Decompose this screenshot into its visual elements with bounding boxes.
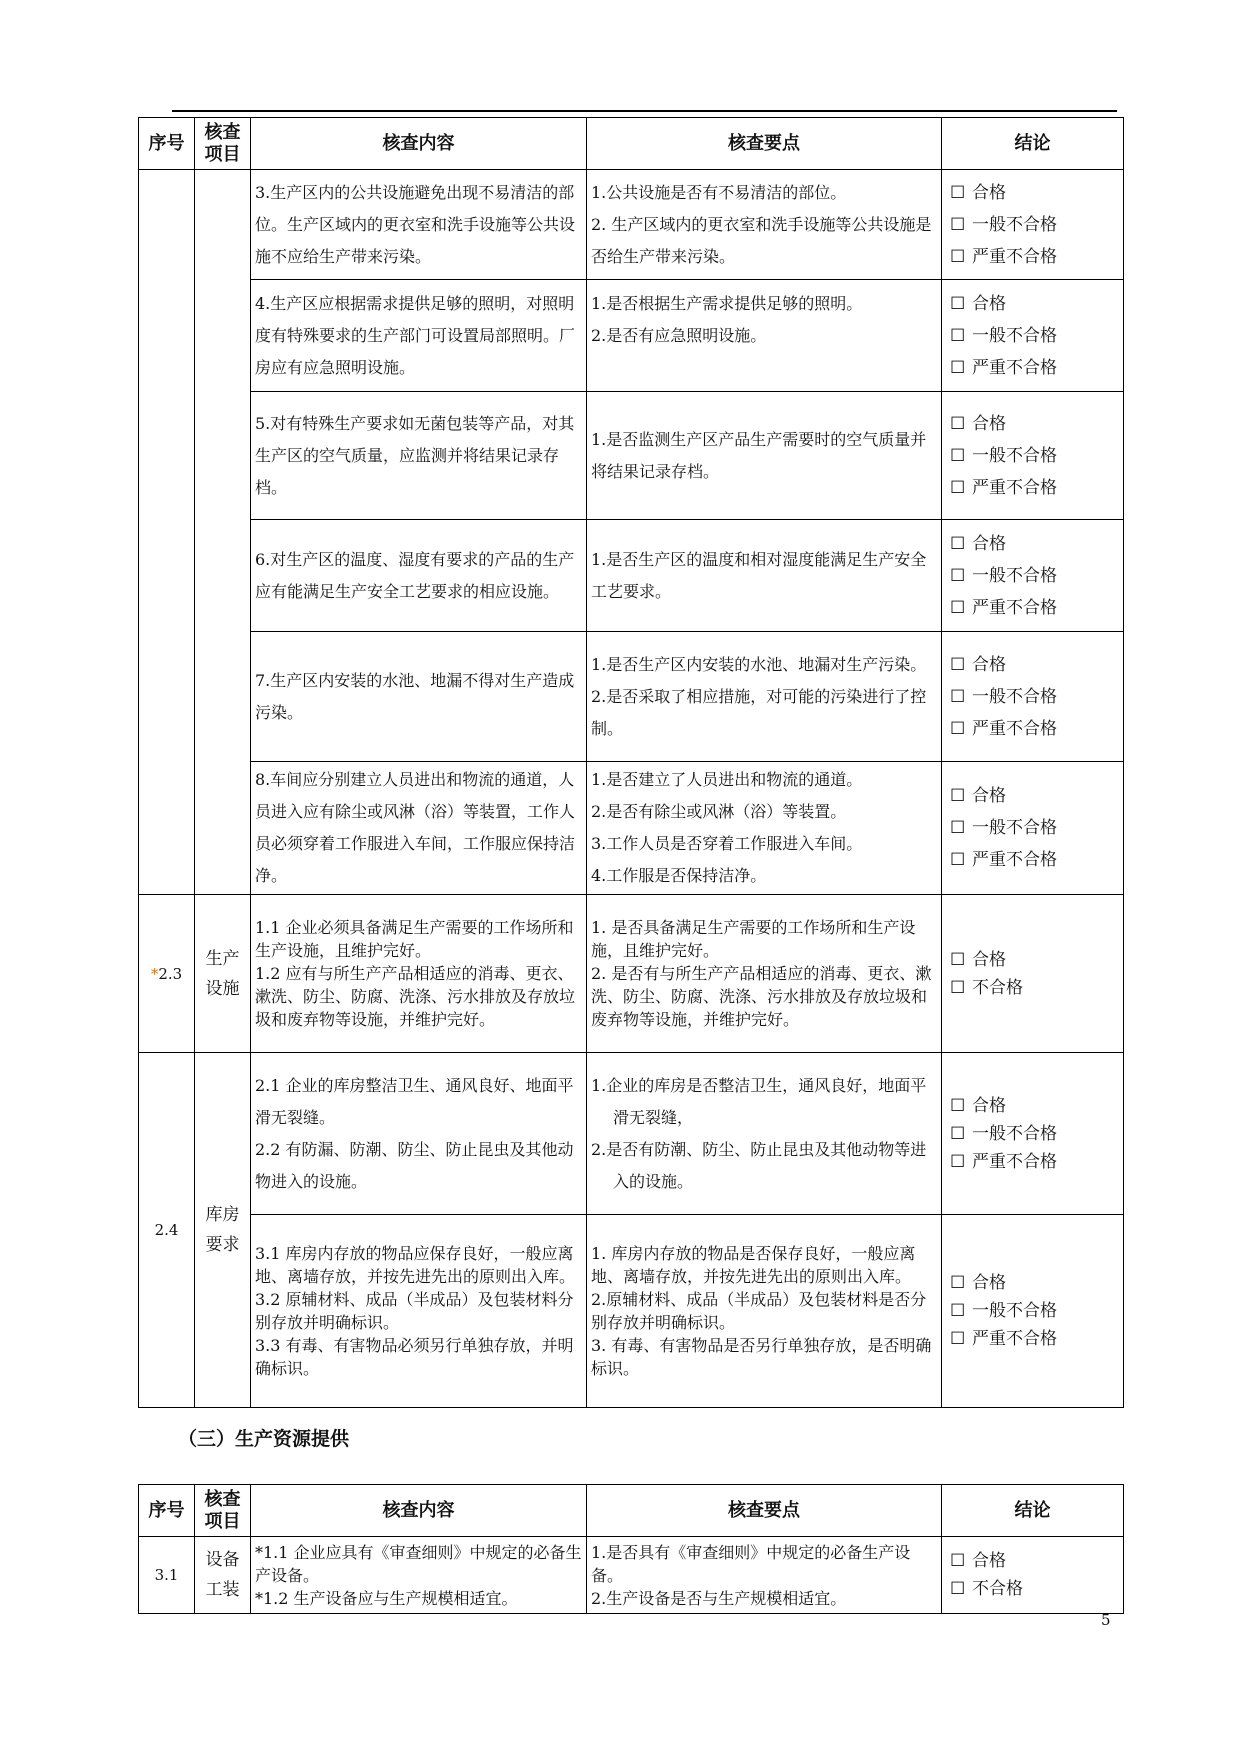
option-label: 合格 bbox=[972, 413, 1006, 434]
checkbox-icon: ☐ bbox=[950, 1151, 966, 1172]
cell-result bbox=[942, 632, 1124, 762]
option-minor-fail[interactable] bbox=[950, 320, 1123, 352]
checkbox-icon: ☐ bbox=[950, 246, 966, 267]
header-result: 结论 bbox=[942, 118, 1124, 170]
option-label: 严重不合格 bbox=[972, 718, 1057, 739]
cell-result bbox=[942, 895, 1124, 1053]
checkbox-icon: ☐ bbox=[950, 1095, 966, 1116]
point-line: 2. 生产区域内的更衣室和洗手设施等公共设施是否给生产带来污染。 bbox=[591, 214, 932, 266]
cell-item-continued bbox=[195, 170, 251, 895]
point-line: 1.是否生产区内安装的水池、地漏对生产污染。 bbox=[591, 654, 927, 674]
option-minor-fail[interactable] bbox=[950, 1120, 1123, 1148]
option-pass[interactable] bbox=[950, 649, 1123, 681]
cell-result bbox=[942, 280, 1124, 392]
checkbox-icon: ☐ bbox=[950, 533, 966, 554]
option-label: 不合格 bbox=[972, 977, 1023, 998]
option-minor-fail[interactable] bbox=[950, 681, 1123, 713]
option-label: 严重不合格 bbox=[972, 357, 1057, 378]
option-pass[interactable] bbox=[950, 528, 1123, 560]
table-row bbox=[139, 170, 1124, 280]
content-line: 2.2 有防漏、防潮、防尘、防止昆虫及其他动物进入的设施。 bbox=[255, 1139, 574, 1191]
cell-points bbox=[587, 1537, 942, 1614]
header-no: 序号 bbox=[139, 118, 195, 170]
cell-points bbox=[587, 632, 942, 762]
header-item bbox=[195, 118, 251, 170]
cell-content: 7.生产区内安装的水池、地漏不得对生产造成污染。 bbox=[251, 632, 587, 762]
cell-no bbox=[139, 895, 195, 1053]
cell-points bbox=[587, 170, 942, 280]
point-line: 2.是否有防潮、防尘、防止昆虫及其他动物等进入的设施。 bbox=[591, 1139, 927, 1191]
cell-content bbox=[251, 895, 587, 1053]
checkbox-icon: ☐ bbox=[950, 1301, 966, 1321]
option-label: 一般不合格 bbox=[972, 686, 1057, 707]
checkbox-icon: ☐ bbox=[950, 325, 966, 346]
option-pass[interactable] bbox=[950, 1547, 1123, 1575]
option-label: 严重不合格 bbox=[972, 850, 1057, 870]
table-row bbox=[139, 1537, 1124, 1614]
cell-result bbox=[942, 520, 1124, 632]
point-line: 1.是否建立了人员进出和物流的通道。 bbox=[591, 770, 863, 789]
option-fail[interactable] bbox=[950, 1575, 1123, 1603]
option-label: 一般不合格 bbox=[972, 1123, 1057, 1144]
point-line: 1.公共设施是否有不易清洁的部位。 bbox=[591, 182, 847, 202]
item-name: 设备工装 bbox=[205, 1550, 240, 1600]
cell-content: 8.车间应分别建立人员进出和物流的通道，人员进入应有除尘或风淋（浴）等装置，工作人员必须穿着工作服进入车间，工作服应保持洁净。 bbox=[251, 762, 587, 895]
point-line: 2.是否有除尘或风淋（浴）等装置。 bbox=[591, 802, 847, 821]
header-points: 核查要点 bbox=[587, 1485, 942, 1537]
checkbox-icon: ☐ bbox=[950, 1273, 966, 1293]
option-label: 严重不合格 bbox=[972, 597, 1057, 618]
point-line: 2.是否采取了相应措施，对可能的污染进行了控制。 bbox=[591, 686, 927, 738]
cell-points: 1.是否监测生产区产品生产需要时的空气质量并将结果记录存档。 bbox=[587, 392, 942, 520]
cell-no-continued bbox=[139, 170, 195, 895]
checkbox-icon: ☐ bbox=[950, 182, 966, 203]
point-line: 1. 库房内存放的物品是否保存良好，一般应离地、离墙存放，并按先进先出的原则出入库。 bbox=[591, 1244, 916, 1286]
option-label: 合格 bbox=[972, 1551, 1006, 1571]
point-line: 1.是否具有《审查细则》中规定的必备生产设备。 bbox=[591, 1542, 911, 1585]
cell-content bbox=[251, 1215, 587, 1408]
option-minor-fail[interactable] bbox=[950, 812, 1123, 844]
option-major-fail[interactable] bbox=[950, 592, 1123, 624]
option-major-fail[interactable] bbox=[950, 472, 1123, 504]
option-pass[interactable] bbox=[950, 946, 1123, 974]
cell-item bbox=[195, 1537, 251, 1614]
cell-result bbox=[942, 1537, 1124, 1614]
option-label: 严重不合格 bbox=[972, 477, 1057, 498]
inspection-table-1 bbox=[138, 117, 1124, 1408]
cell-points bbox=[587, 895, 942, 1053]
header-item-text: 核查项目 bbox=[204, 1488, 241, 1532]
header-content: 核查内容 bbox=[251, 1485, 587, 1537]
cell-no: 3.1 bbox=[139, 1537, 195, 1614]
cell-points bbox=[587, 280, 942, 392]
checkbox-icon: ☐ bbox=[950, 818, 966, 838]
content-line: 1.2 应有与所生产产品相适应的消毒、更衣、漱洗、防尘、防腐、洗涤、污水排放及存放垃圾和废弃物等设施，并维护完好。 bbox=[255, 964, 576, 1029]
item-name: 生产设施 bbox=[205, 948, 240, 999]
option-label: 合格 bbox=[972, 786, 1006, 806]
checkbox-icon: ☐ bbox=[950, 293, 966, 314]
option-pass[interactable] bbox=[950, 288, 1123, 320]
table-row bbox=[139, 895, 1124, 1053]
content-line: 3.1 库房内存放的物品应保存良好，一般应离地、离墙存放，并按先进先出的原则出入库。 bbox=[255, 1244, 576, 1286]
checkbox-icon: ☐ bbox=[950, 786, 966, 806]
checkbox-icon: ☐ bbox=[950, 477, 966, 498]
cell-points bbox=[587, 1215, 942, 1408]
point-line: 1.是否根据生产需求提供足够的照明。 bbox=[591, 294, 863, 313]
checkbox-icon: ☐ bbox=[950, 597, 966, 618]
content-line: 1.1 企业必须具备满足生产需要的工作场所和生产设施，且维护完好。 bbox=[255, 918, 574, 960]
option-label: 合格 bbox=[972, 1095, 1006, 1116]
cell-item bbox=[195, 1053, 251, 1408]
cell-content: 6.对生产区的温度、湿度有要求的产品的生产应有能满足生产安全工艺要求的相应设施。 bbox=[251, 520, 587, 632]
cell-points: 1.是否生产区的温度和相对湿度能满足生产安全工艺要求。 bbox=[587, 520, 942, 632]
content-line: *1.2 生产设备应与生产规模相适宜。 bbox=[255, 1588, 518, 1608]
checkbox-icon: ☐ bbox=[950, 445, 966, 466]
point-line: 1. 是否具备满足生产需要的工作场所和生产设施，且维护完好。 bbox=[591, 918, 916, 960]
option-pass[interactable] bbox=[950, 1269, 1123, 1297]
table-row bbox=[139, 1053, 1124, 1215]
header-item-text: 核查项目 bbox=[204, 121, 241, 165]
option-label: 一般不合格 bbox=[972, 445, 1057, 466]
point-line: 3. 有毒、有害物品是否另行单独存放，是否明确标识。 bbox=[591, 1336, 932, 1378]
point-line: 2.原辅材料、成品（半成品）及包装材料是否分别存放并明确标识。 bbox=[591, 1290, 927, 1332]
header-item bbox=[195, 1485, 251, 1537]
cell-result bbox=[942, 170, 1124, 280]
table-header-row bbox=[139, 118, 1124, 170]
checkbox-icon: ☐ bbox=[950, 718, 966, 739]
option-label: 一般不合格 bbox=[972, 214, 1057, 235]
checkbox-icon: ☐ bbox=[950, 1329, 966, 1349]
table-row bbox=[139, 632, 1124, 762]
header-content: 核查内容 bbox=[251, 118, 587, 170]
point-line: 1.企业的库房是否整洁卫生，通风良好，地面平滑无裂缝， bbox=[591, 1075, 927, 1127]
point-line: 4.工作服是否保持洁净。 bbox=[591, 866, 767, 885]
content-line: 2.1 企业的库房整洁卫生、通风良好、地面平滑无裂缝。 bbox=[255, 1075, 574, 1127]
checkbox-icon: ☐ bbox=[950, 977, 966, 998]
option-label: 合格 bbox=[972, 293, 1006, 314]
checkbox-icon: ☐ bbox=[950, 1579, 966, 1599]
content-line: 3.2 原辅材料、成品（半成品）及包装材料分别存放并明确标识。 bbox=[255, 1290, 574, 1332]
header-rule bbox=[172, 110, 1117, 112]
option-major-fail[interactable] bbox=[950, 1148, 1123, 1176]
header-no: 序号 bbox=[139, 1485, 195, 1537]
cell-content bbox=[251, 1537, 587, 1614]
option-pass[interactable] bbox=[950, 177, 1123, 209]
table-row bbox=[139, 1215, 1124, 1408]
table-row bbox=[139, 762, 1124, 895]
row-number: 2.3 bbox=[158, 964, 183, 983]
checkbox-icon: ☐ bbox=[950, 949, 966, 970]
option-major-fail[interactable] bbox=[950, 713, 1123, 745]
option-minor-fail[interactable] bbox=[950, 1297, 1123, 1325]
table-header-row bbox=[139, 1485, 1124, 1537]
cell-result bbox=[942, 1053, 1124, 1215]
cell-result bbox=[942, 762, 1124, 895]
checkbox-icon: ☐ bbox=[950, 214, 966, 235]
option-label: 一般不合格 bbox=[972, 818, 1057, 838]
content-line: *1.1 企业应具有《审查细则》中规定的必备生产设备。 bbox=[255, 1542, 582, 1585]
cell-content bbox=[251, 1053, 587, 1215]
checkbox-icon: ☐ bbox=[950, 1551, 966, 1571]
inspection-table-2 bbox=[138, 1484, 1124, 1614]
option-pass[interactable] bbox=[950, 408, 1123, 440]
option-label: 严重不合格 bbox=[972, 1329, 1057, 1349]
cell-points bbox=[587, 1053, 942, 1215]
checkbox-icon: ☐ bbox=[950, 686, 966, 707]
option-label: 合格 bbox=[972, 1273, 1006, 1293]
cell-result bbox=[942, 1215, 1124, 1408]
checkbox-icon: ☐ bbox=[950, 850, 966, 870]
option-minor-fail[interactable] bbox=[950, 440, 1123, 472]
cell-content: 4.生产区应根据需求提供足够的照明，对照明度有特殊要求的生产部门可设置局部照明。厂房应有应急照明设施。 bbox=[251, 280, 587, 392]
table-row bbox=[139, 280, 1124, 392]
checkbox-icon: ☐ bbox=[950, 654, 966, 675]
cell-points bbox=[587, 762, 942, 895]
key-item-star: * bbox=[150, 964, 159, 983]
option-fail[interactable] bbox=[950, 974, 1123, 1002]
item-name: 库房要求 bbox=[205, 1205, 240, 1255]
option-label: 合格 bbox=[972, 654, 1006, 675]
checkbox-icon: ☐ bbox=[950, 357, 966, 378]
option-minor-fail[interactable] bbox=[950, 209, 1123, 241]
point-line: 2.是否有应急照明设施。 bbox=[591, 326, 767, 345]
checkbox-icon: ☐ bbox=[950, 413, 966, 434]
option-label: 一般不合格 bbox=[972, 565, 1057, 586]
cell-content: 5.对有特殊生产要求如无菌包装等产品，对其生产区的空气质量，应监测并将结果记录存档。 bbox=[251, 392, 587, 520]
option-label: 严重不合格 bbox=[972, 246, 1057, 267]
header-result: 结论 bbox=[942, 1485, 1124, 1537]
option-label: 一般不合格 bbox=[972, 1301, 1057, 1321]
cell-no: 2.4 bbox=[139, 1053, 195, 1408]
table-row bbox=[139, 520, 1124, 632]
option-label: 不合格 bbox=[972, 1579, 1023, 1599]
option-pass[interactable] bbox=[950, 780, 1123, 812]
cell-result bbox=[942, 392, 1124, 520]
option-major-fail[interactable] bbox=[950, 844, 1123, 876]
point-line: 2. 是否有与所生产产品相适应的消毒、更衣、漱洗、防尘、防腐、洗涤、污水排放及存放垃圾和废弃物等设施，并维护完好。 bbox=[591, 964, 932, 1029]
cell-item bbox=[195, 895, 251, 1053]
checkbox-icon: ☐ bbox=[950, 1123, 966, 1144]
page-number: 5 bbox=[1101, 1611, 1111, 1629]
header-points: 核查要点 bbox=[587, 118, 942, 170]
point-line: 2.生产设备是否与生产规模相适宜。 bbox=[591, 1588, 847, 1608]
option-minor-fail[interactable] bbox=[950, 560, 1123, 592]
point-line: 3.工作人员是否穿着工作服进入车间。 bbox=[591, 834, 863, 853]
option-major-fail[interactable] bbox=[950, 1325, 1123, 1353]
option-label: 合格 bbox=[972, 533, 1006, 554]
content-line: 3.3 有毒、有害物品必须另行单独存放，并明确标识。 bbox=[255, 1336, 574, 1378]
option-label: 一般不合格 bbox=[972, 325, 1057, 346]
section-title: （三）生产资源提供 bbox=[178, 1428, 350, 1450]
option-label: 合格 bbox=[972, 949, 1006, 970]
cell-content: 3.生产区内的公共设施避免出现不易清洁的部位。生产区域内的更衣室和洗手设施等公共设施不应给生产带来污染。 bbox=[251, 170, 587, 280]
table-row bbox=[139, 392, 1124, 520]
option-major-fail[interactable] bbox=[950, 352, 1123, 384]
option-label: 严重不合格 bbox=[972, 1151, 1057, 1172]
option-label: 合格 bbox=[972, 182, 1006, 203]
option-major-fail[interactable] bbox=[950, 241, 1123, 273]
checkbox-icon: ☐ bbox=[950, 565, 966, 586]
option-pass[interactable] bbox=[950, 1092, 1123, 1120]
